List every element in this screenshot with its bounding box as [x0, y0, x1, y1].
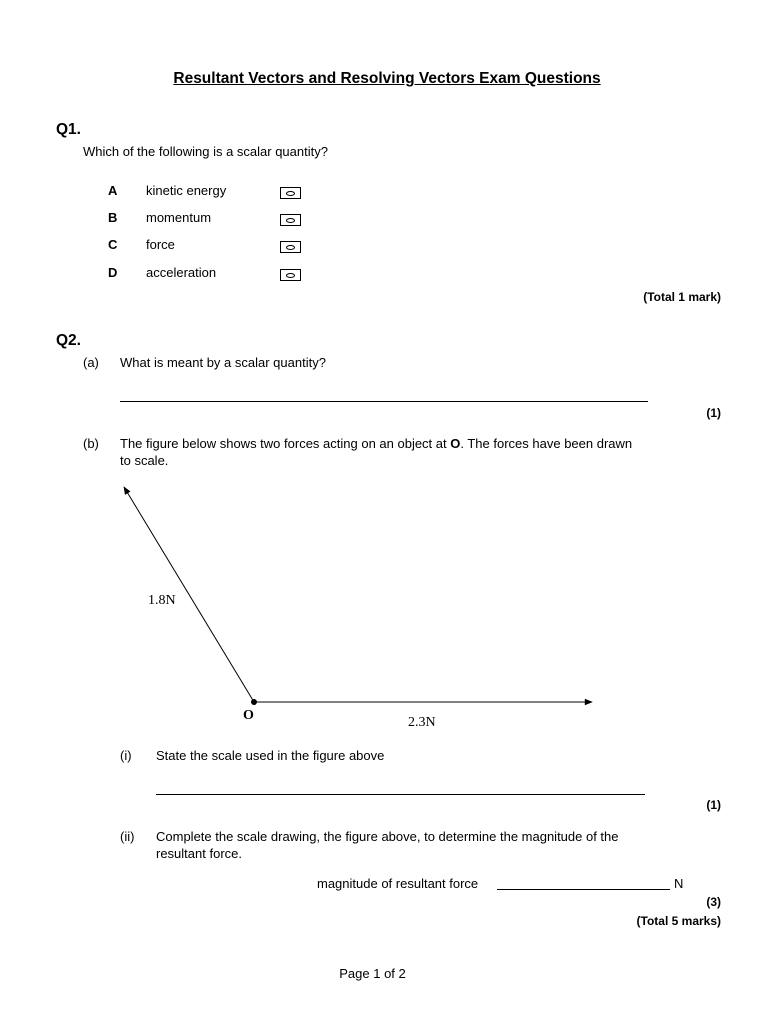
question-1-label: Q1.	[56, 121, 81, 138]
force-vector-1	[124, 487, 254, 702]
option-a-text: kinetic energy	[146, 183, 227, 198]
question-2bi-marks: (1)	[706, 798, 721, 812]
option-b-letter: B	[108, 210, 118, 225]
question-2-label: Q2.	[56, 332, 81, 349]
question-2bii-marks: (3)	[706, 895, 721, 909]
question-2bii-text-line1: Complete the scale drawing, the figure above, to determine the magnitude of the	[156, 829, 619, 844]
question-2b-text-after: . The forces have been drawn	[460, 436, 633, 451]
question-2a-text: What is meant by a scalar quantity?	[120, 355, 326, 370]
page-number: Page 1 of 2	[339, 966, 406, 981]
question-2bi-part: (i)	[120, 748, 132, 763]
resultant-force-label: magnitude of resultant force	[317, 876, 479, 891]
origin-label: O	[243, 708, 254, 723]
option-a-letter: A	[108, 183, 118, 198]
question-2bii-part: (ii)	[120, 829, 135, 844]
point-o-reference: O	[450, 436, 461, 451]
option-c-text: force	[146, 237, 175, 252]
resultant-force-answer-line[interactable]	[497, 889, 670, 890]
question-2b-text-line2: to scale.	[120, 453, 169, 468]
force-1-label: 1.8N	[148, 593, 176, 608]
question-1-text: Which of the following is a scalar quantity?	[83, 144, 328, 159]
question-2-total-marks: (Total 5 marks)	[636, 914, 721, 928]
resultant-force-unit: N	[674, 876, 684, 891]
question-2bi-text: State the scale used in the figure above	[156, 748, 385, 763]
force-2-label: 2.3N	[408, 715, 436, 730]
page-title: Resultant Vectors and Resolving Vectors Exam Questions	[173, 70, 601, 87]
question-2a-marks: (1)	[706, 406, 721, 420]
option-b-text: momentum	[146, 210, 212, 225]
option-d-text: acceleration	[146, 265, 217, 280]
question-2bi-answer-line[interactable]	[156, 794, 645, 795]
question-1-total-marks: (Total 1 mark)	[643, 290, 721, 304]
question-2a-part: (a)	[83, 355, 99, 370]
question-2bii-text-line2: resultant force.	[156, 846, 242, 861]
question-2b-text-before: The figure below shows two forces acting on an object at	[120, 436, 451, 451]
origin-point	[251, 699, 257, 705]
question-2b-part: (b)	[83, 436, 99, 451]
option-c-letter: C	[108, 237, 118, 252]
option-d-letter: D	[108, 265, 118, 280]
